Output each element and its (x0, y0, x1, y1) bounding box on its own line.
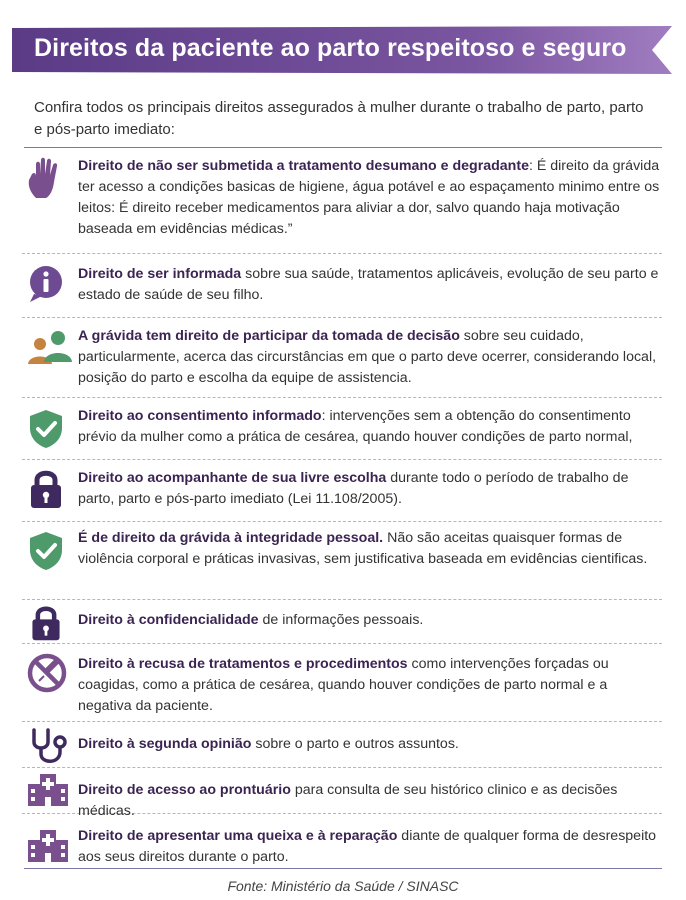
right-title: É de direito da grávida à integridade pessoal. (78, 530, 384, 546)
right-text (78, 610, 662, 631)
list-item (22, 318, 662, 398)
padlock-icon (26, 468, 66, 510)
right-description: sobre o parto e outros assuntos. (251, 736, 459, 752)
right-text (78, 826, 662, 868)
right-title: Direito ao consentimento informado (78, 408, 322, 424)
right-description: sobre seu cuidado, particularmente, acerca das circurstâncias em que o parto deve ocerrer, considerando local, posição do parto e escolha da equipe de assistencia. (78, 328, 657, 386)
right-description: sobre sua saúde, tratamentos aplicáveis, evolução de seu parto e estado de saúde de seu filho. (78, 266, 659, 303)
list-item (22, 768, 662, 819)
source-credit: Fonte: Ministério da Saúde / SINASC (227, 878, 459, 894)
right-description: durante todo o período de trabalho de parto, parto e pós-parto imediato (Lei 11.108/2005). (78, 470, 629, 507)
right-description: Não são aceitas quaisquer formas de violência corporal e práticas invasivas, sem justificativa baseada em evidências cientificas. (78, 530, 648, 567)
right-description: : É direito da grávida ter acesso a condições basicas de higiene, água potável e ao espaçamento minimo entre os leitos: É direito receber medicamentos para aliviar a dor, salvo quando haja motivação baseada em evidências médicas.” (78, 158, 660, 237)
right-title: Direito de acesso ao prontuário (78, 782, 291, 798)
rights-list (22, 150, 662, 880)
list-item (22, 722, 662, 768)
title-banner (12, 26, 672, 74)
right-description: : intervenções sem a obtenção do consentimento prévio da mulher como a prática de cesárea, quando houver condições de parto normal, (78, 408, 633, 445)
list-item (22, 150, 662, 254)
right-description: diante de qualquer forma de desrespeito aos seus direitos durante o parto. (78, 828, 657, 865)
list-item (22, 522, 662, 600)
right-title: Direito à recusa de tratamentos e procedimentos (78, 656, 408, 672)
hand-stop-icon (26, 156, 68, 200)
list-item (22, 460, 662, 522)
right-text (78, 264, 662, 306)
page-title: Direitos da paciente ao parto respeitoso e seguro (34, 34, 627, 62)
right-text (78, 156, 662, 240)
list-item (22, 814, 662, 880)
right-title: Direito de apresentar uma queixa e à reparação (78, 828, 398, 844)
shield-check-icon (26, 408, 66, 450)
right-title: Direito à segunda opinião (78, 736, 252, 752)
list-item (22, 254, 662, 318)
right-text (78, 528, 662, 570)
right-description: como intervenções forçadas ou coagidas, como a prática de cesárea, quando houver condições de parto normal e a negativa da paciente. (78, 656, 609, 714)
right-title: A grávida tem direito de participar da tomada de decisão (78, 328, 460, 344)
right-title: Direito ao acompanhante de sua livre escolha (78, 470, 387, 486)
list-item (22, 600, 662, 644)
shield-check-icon (26, 530, 66, 572)
right-text (78, 326, 662, 389)
people-talking-icon (26, 328, 74, 368)
right-title: Direito de ser informada (78, 266, 242, 282)
right-text (78, 468, 662, 510)
padlock-icon (26, 604, 66, 642)
right-title: Direito de não ser submetida a tratamento desumano e degradante (78, 158, 529, 174)
right-description: para consulta de seu histórico clinico e as decisões médicas. (78, 782, 618, 819)
info-bubble-icon (26, 264, 70, 304)
right-description: de informações pessoais. (258, 612, 424, 628)
divider (24, 147, 662, 148)
hospital-icon (26, 828, 70, 864)
right-title: Direito à confidencialidade (78, 612, 259, 628)
intro-text: Confira todos os principais direitos assegurados à mulher durante o trabalho de parto, parto e pós-parto imediato: (34, 99, 644, 138)
right-text (78, 734, 662, 755)
divider (24, 868, 662, 869)
list-item (22, 644, 662, 722)
stethoscope-icon (26, 726, 70, 766)
right-text (78, 654, 662, 717)
right-text (78, 406, 662, 448)
hospital-icon (26, 772, 70, 808)
prohibited-syringe-icon (26, 652, 68, 694)
list-item (22, 398, 662, 460)
